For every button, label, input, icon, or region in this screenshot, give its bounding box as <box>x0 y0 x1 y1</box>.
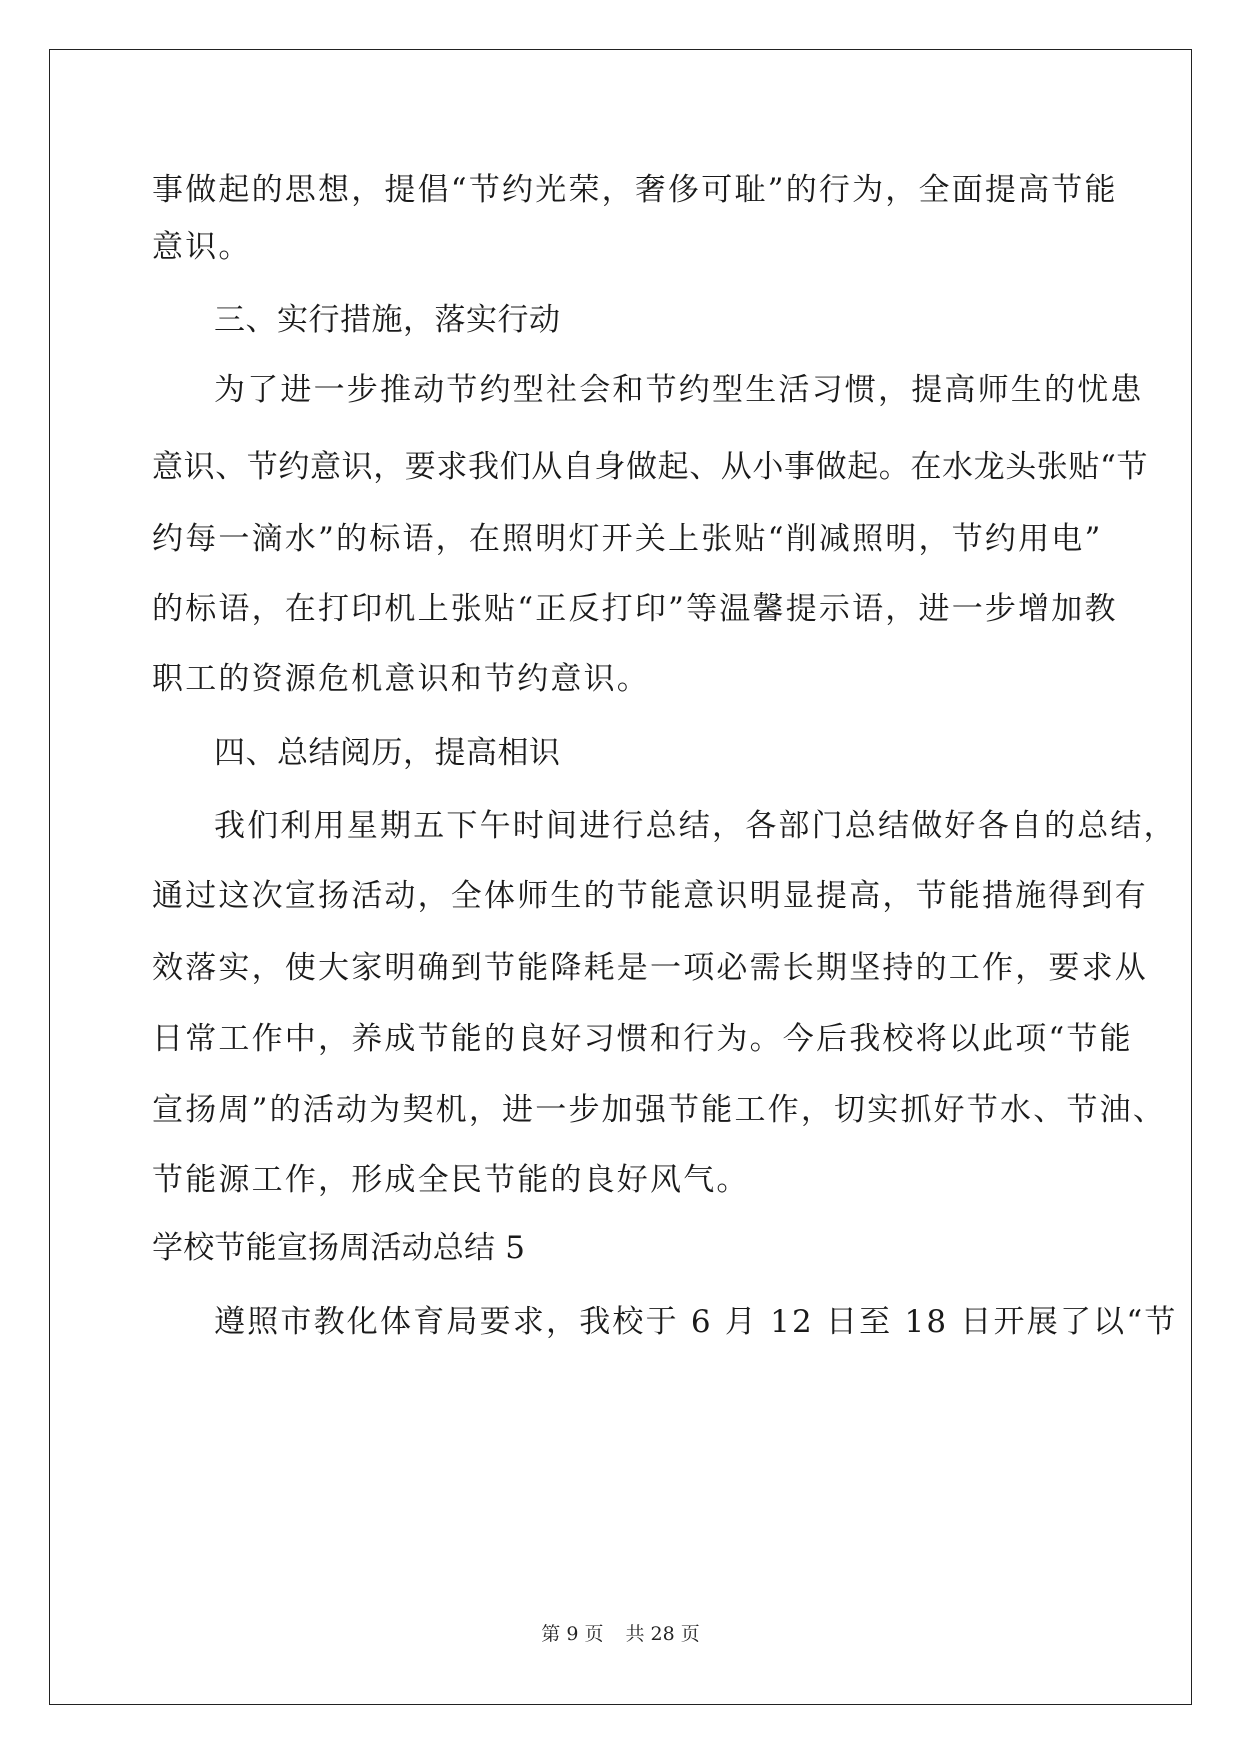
text-line: 我们利用星期五下午时间进行总结，各部门总结做好各自的总结， <box>214 808 1177 844</box>
text-line: 宣扬周”的活动为契机，进一步加强节能工作，切实抓好节水、节油、 <box>152 1092 1167 1128</box>
text-line: 遵照市教化体育局要求，我校于 6 月 12 日至 18 日开展了以“节 <box>214 1304 1178 1340</box>
text-line: 日常工作中，养成节能的良好习惯和行为。今后我校将以此项“节能 <box>152 1021 1133 1057</box>
text-line: 效落实，使大家明确到节能降耗是一项必需长期坚持的工作，要求从 <box>152 950 1148 986</box>
text-line: 约每一滴水”的标语，在照明灯开关上张贴“削减照明，节约用电” <box>152 521 1103 557</box>
text-line: 事做起的思想，提倡“节约光荣，奢侈可耻”的行为，全面提高节能 <box>152 172 1118 208</box>
section-heading: 四、总结阅历，提高相识 <box>214 735 561 771</box>
text-line: 的标语，在打印机上张贴“正反打印”等温馨提示语，进一步增加教 <box>152 591 1118 627</box>
text-line: 意识。 <box>152 229 252 265</box>
section-heading: 三、实行措施，落实行动 <box>214 302 561 338</box>
text-line: 通过这次宣扬活动，全体师生的节能意识明显提高，节能措施得到有 <box>152 878 1148 914</box>
page-total: 共 28 页 <box>625 1623 700 1645</box>
text-line: 为了进一步推动节约型社会和节约型生活习惯，提高师生的忧患 <box>214 372 1144 408</box>
page-number: 第 9 页 <box>541 1623 604 1645</box>
text-line: 意识、节约意识，要求我们从自身做起、从小事做起。在水龙头张贴“节 <box>152 449 1149 485</box>
text-line: 节能源工作，形成全民节能的良好风气。 <box>152 1162 750 1198</box>
page-footer <box>0 1622 1241 1646</box>
article-title: 学校节能宣扬周活动总结 5 <box>152 1230 526 1266</box>
text-line: 职工的资源危机意识和节约意识。 <box>152 661 650 697</box>
